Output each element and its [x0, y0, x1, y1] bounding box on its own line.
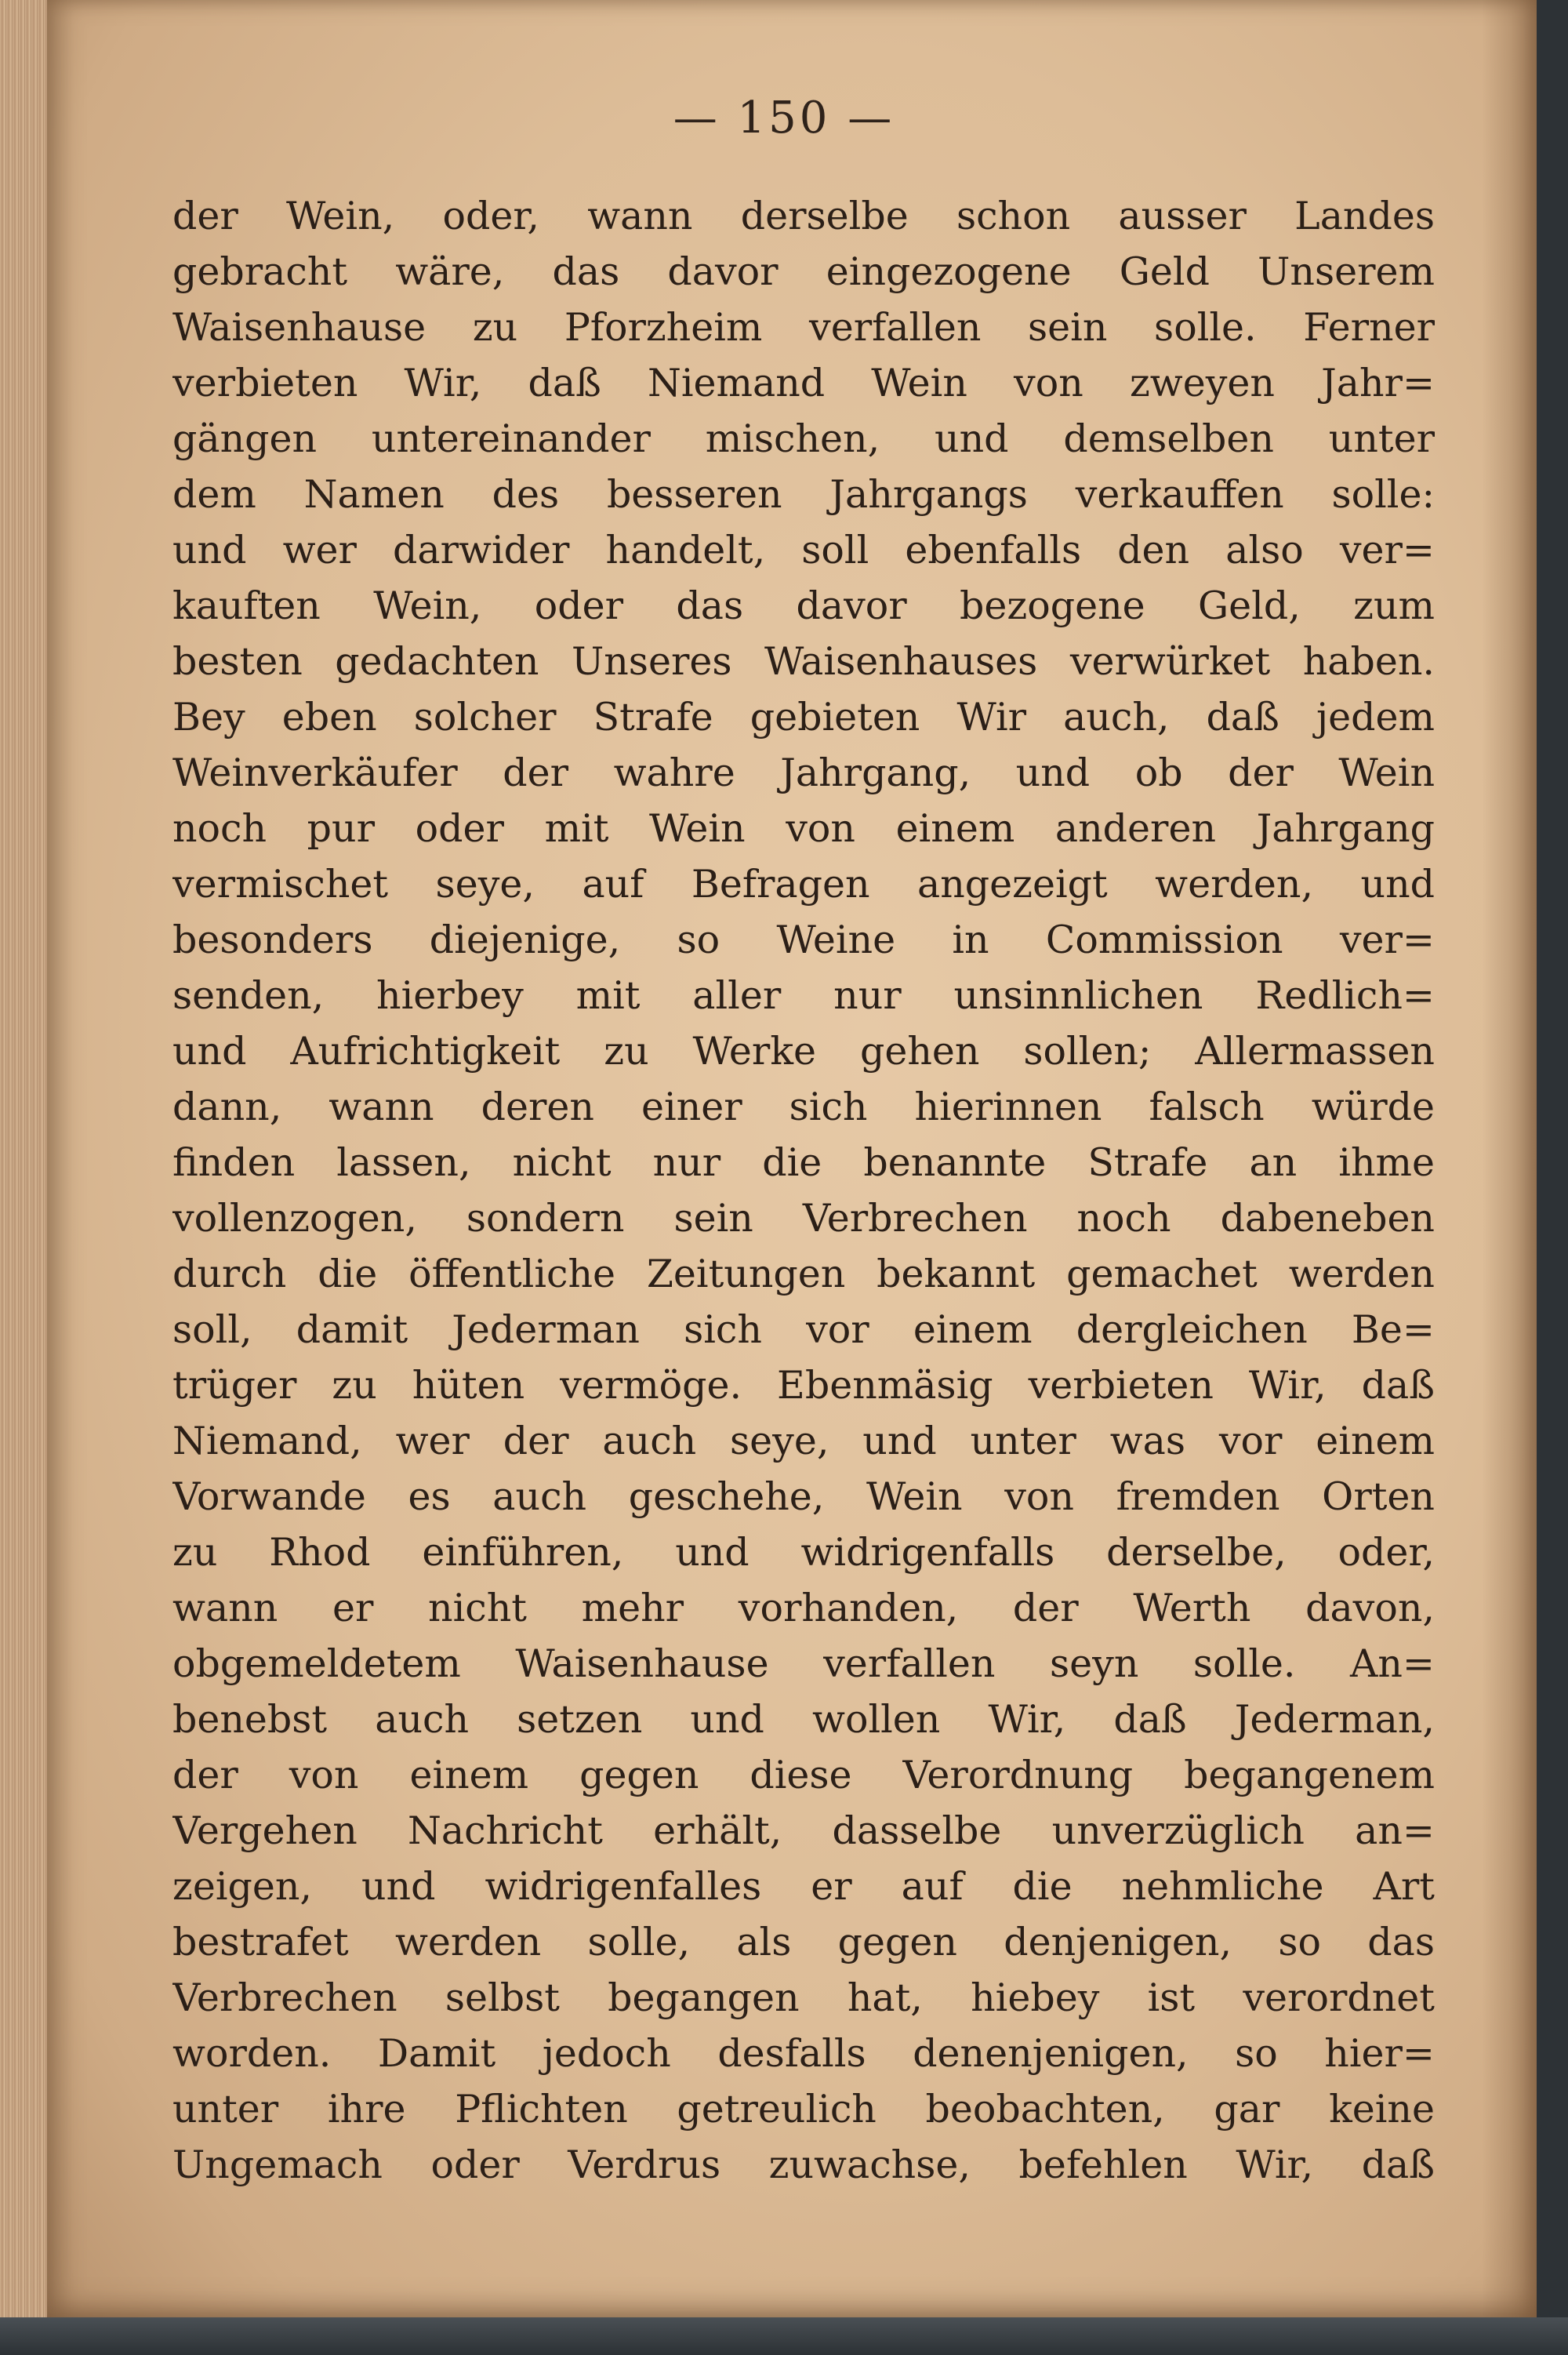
text-line: der von einem gegen diese Verordnung begangenem — [172, 1753, 1435, 1797]
text-line: Niemand, wer der auch seye, und unter was vor einem — [172, 1419, 1435, 1463]
book-cover-edge — [0, 2317, 1568, 2355]
text-line: gängen untereinander mischen, und demselben unter — [172, 416, 1435, 461]
text-line: Waisenhause zu Pforzheim verfallen sein solle. Ferner — [172, 305, 1435, 350]
text-line: der Wein, oder, wann derselbe schon ausser Landes — [172, 194, 1435, 238]
text-line: Verbrechen selbst begangen hat, hiebey ist verordnet — [172, 1975, 1435, 2020]
text-line: Weinverkäufer der wahre Jahrgang, und ob der Wein — [172, 750, 1435, 795]
text-line: dann, wann deren einer sich hierinnen falsch würde — [172, 1085, 1435, 1129]
text-line: trüger zu hüten vermöge. Ebenmäsig verbieten Wir, daß — [172, 1363, 1435, 1408]
page-number: — 150 — — [673, 93, 895, 144]
text-line: senden, hierbey mit aller nur unsinnlichen Redlich= — [172, 973, 1435, 1018]
text-line: vermischet seye, auf Befragen angezeigt werden, und — [172, 862, 1435, 907]
body-text — [172, 188, 1435, 2193]
text-line: Vorwande es auch geschehe, Wein von fremden Orten — [172, 1474, 1435, 1519]
text-line: noch pur oder mit Wein von einem anderen Jahrgang — [172, 806, 1435, 851]
text-line: besten gedachten Unseres Waisenhauses verwürket haben. — [172, 639, 1435, 684]
text-line: verbieten Wir, daß Niemand Wein von zweyen Jahr= — [172, 361, 1435, 405]
text-line: Vergehen Nachricht erhält, dasselbe unverzüglich an= — [172, 1808, 1435, 1853]
text-line: bestrafet werden solle, als gegen denjenigen, so das — [172, 1920, 1435, 1964]
text-line: zeigen, und widrigenfalles er auf die nehmliche Art — [172, 1864, 1435, 1909]
text-line: soll, damit Jederman sich vor einem dergleichen Be= — [172, 1307, 1435, 1352]
text-line: wann er nicht mehr vorhanden, der Werth davon, — [172, 1586, 1435, 1630]
text-line: unter ihre Pflichten getreulich beobachten, gar keine — [172, 2087, 1435, 2131]
text-line: vollenzogen, sondern sein Verbrechen noch dabeneben — [172, 1196, 1435, 1241]
text-line: zu Rhod einführen, und widrigenfalls derselbe, oder, — [172, 1530, 1435, 1575]
text-line: Ungemach oder Verdrus zuwachse, befehlen Wir, daß — [172, 2142, 1435, 2187]
text-line: Bey eben solcher Strafe gebieten Wir auch, daß jedem — [172, 695, 1435, 740]
text-line: obgemeldetem Waisenhause verfallen seyn solle. An= — [172, 1641, 1435, 1686]
text-line: und wer darwider handelt, soll ebenfalls den also ver= — [172, 528, 1435, 572]
text-line: und Aufrichtigkeit zu Werke gehen sollen; Allermassen — [172, 1029, 1435, 1074]
text-line: gebracht wäre, das davor eingezogene Geld Unserem — [172, 249, 1435, 294]
text-line: finden lassen, nicht nur die benannte Strafe an ihme — [172, 1140, 1435, 1185]
text-line: worden. Damit jedoch desfalls denenjenigen, so hier= — [172, 2031, 1435, 2076]
text-line: besonders diejenige, so Weine in Commission ver= — [172, 918, 1435, 962]
text-line: dem Namen des besseren Jahrgangs verkauffen solle: — [172, 472, 1435, 517]
text-line: kauften Wein, oder das davor bezogene Geld, zum — [172, 583, 1435, 628]
spine-shadow — [1482, 0, 1537, 2317]
text-line: benebst auch setzen und wollen Wir, daß Jederman, — [172, 1697, 1435, 1742]
text-line: durch die öffentliche Zeitungen bekannt gemachet werden — [172, 1252, 1435, 1296]
